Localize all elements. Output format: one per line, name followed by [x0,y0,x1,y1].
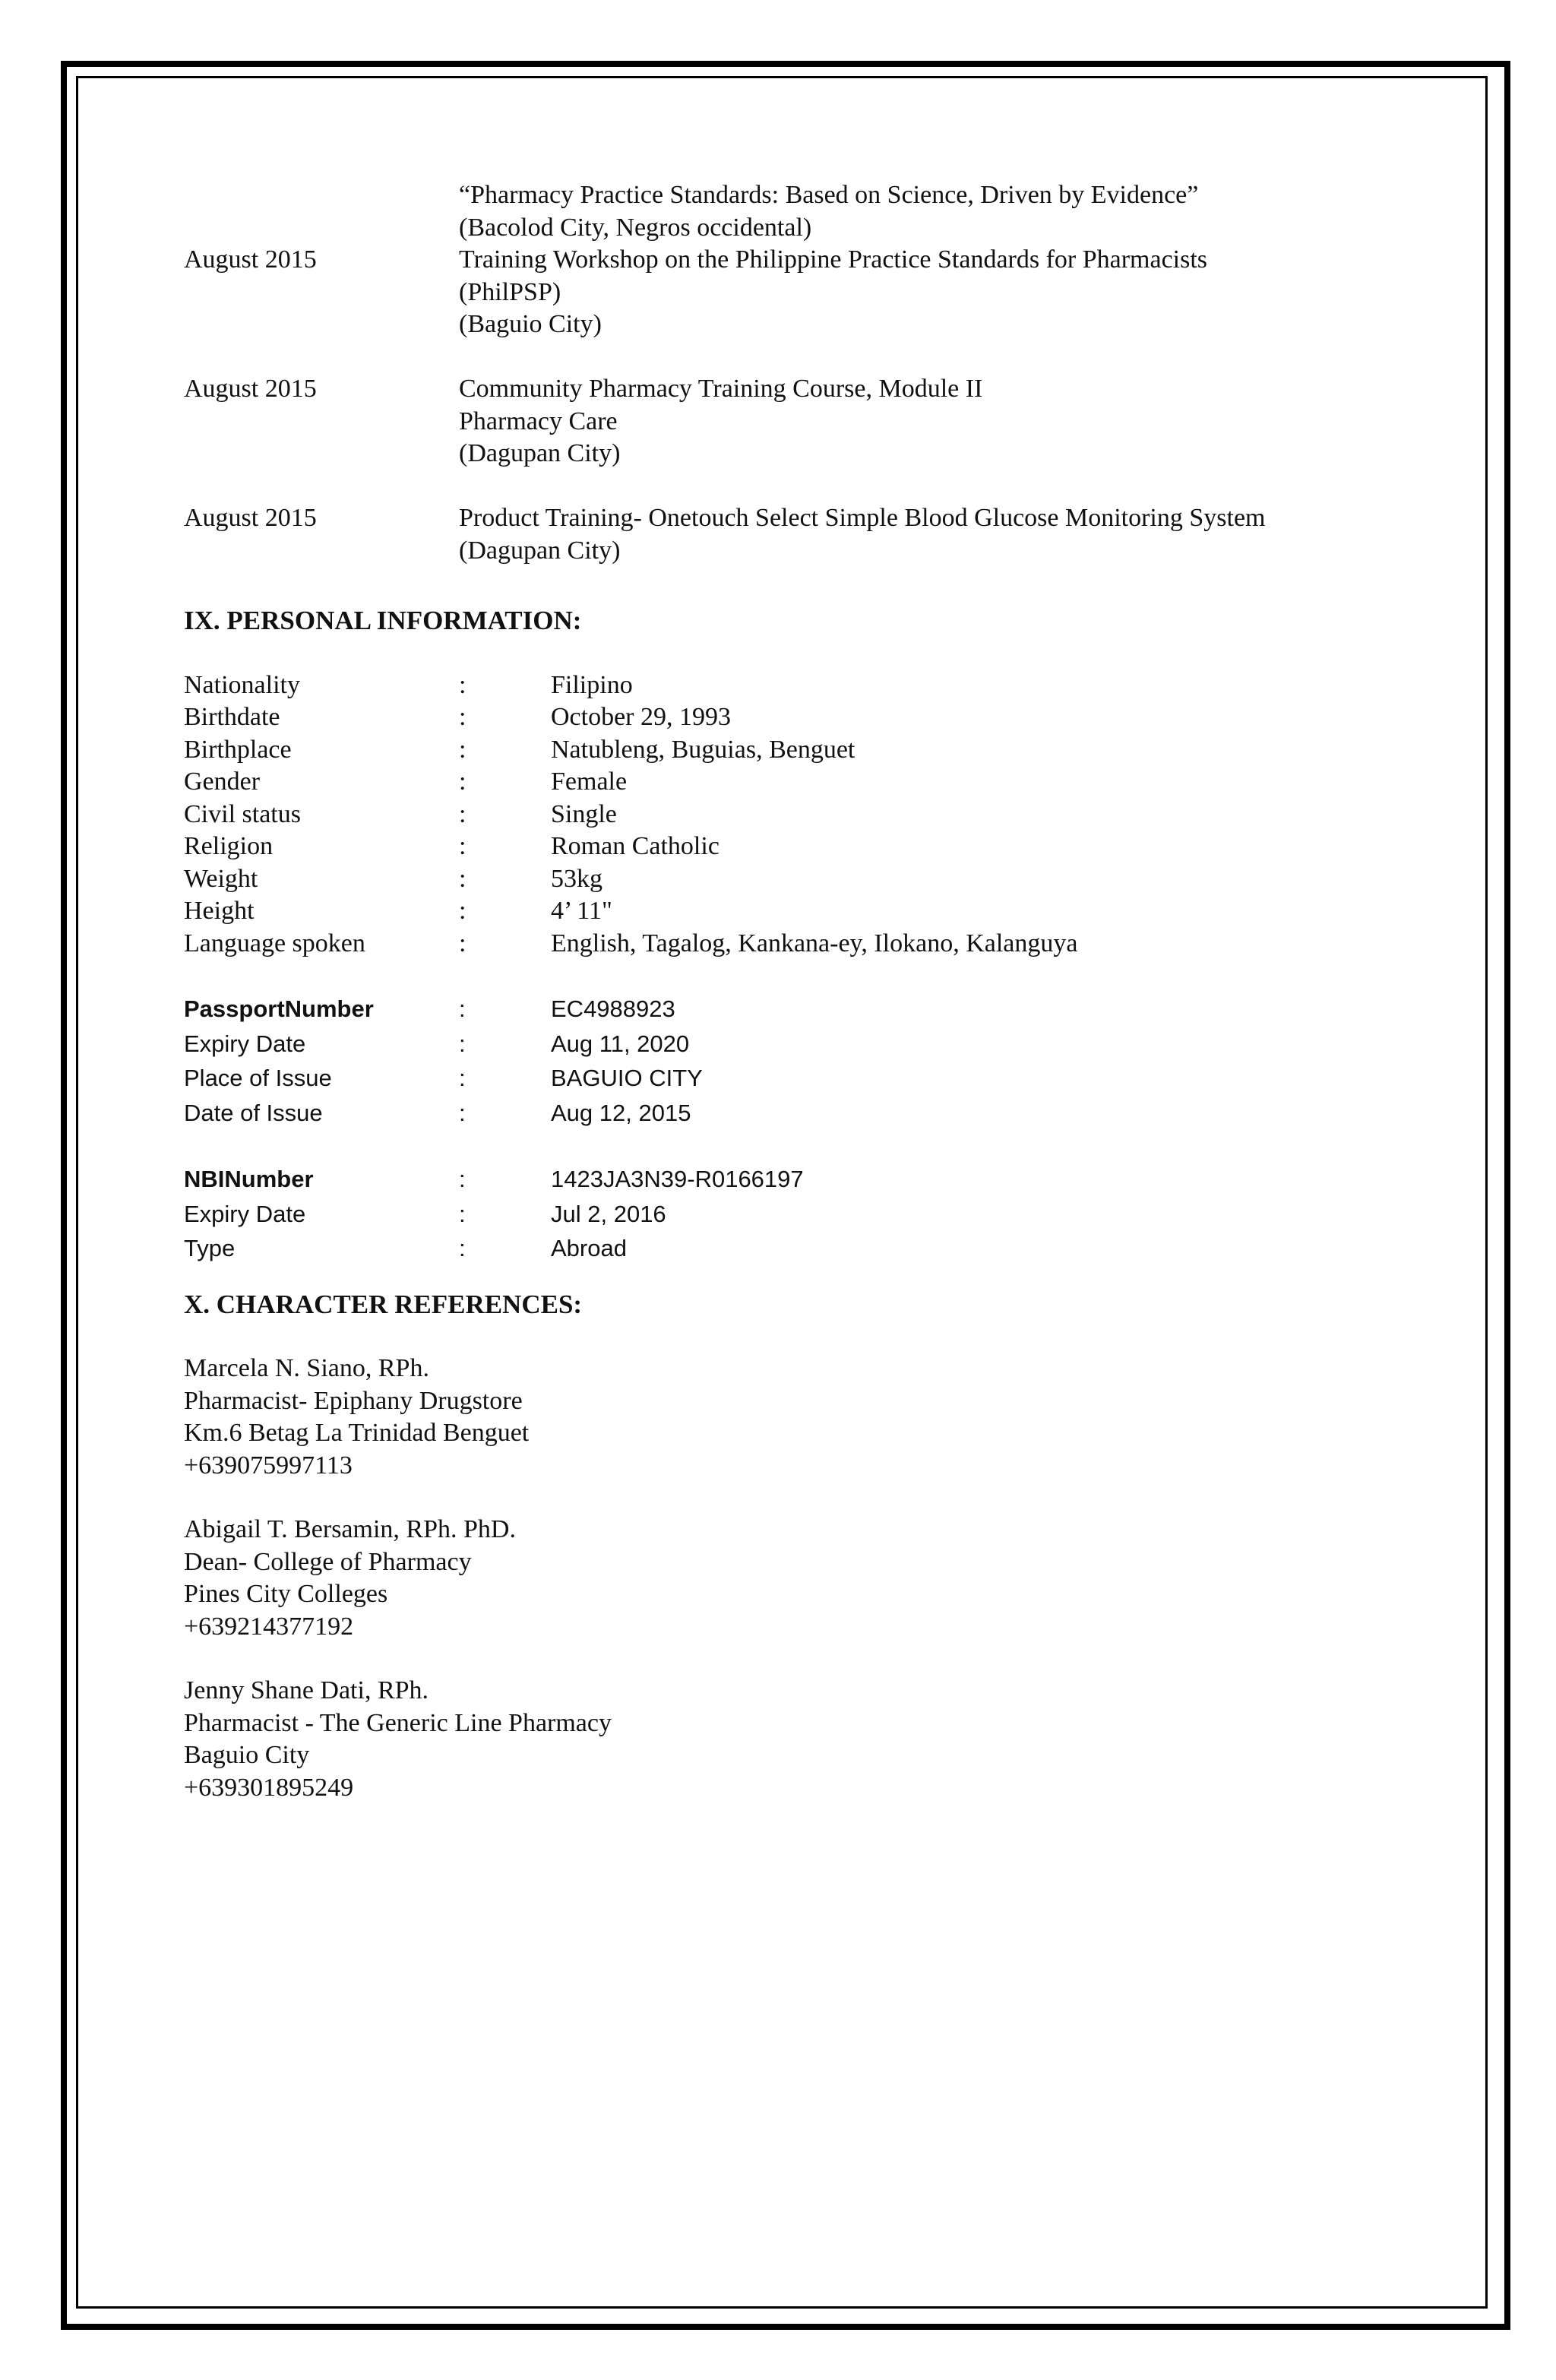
info-row [184,799,1369,831]
info-value: Aug 11, 2020 [551,1030,690,1057]
info-label: Expiry Date [184,1030,306,1057]
reference-address: Km.6 Betag La Trinidad Benguet [184,1419,530,1447]
reference-entry [184,1514,1369,1643]
reference-entry [184,1353,1369,1482]
nbi-row [184,1231,1369,1266]
passport-row [184,1061,1369,1096]
reference-phone: +639214377192 [184,1612,354,1641]
training-line: (PhilPSP) [459,277,561,306]
info-colon: : [459,1166,466,1192]
info-value: Jul 2, 2016 [551,1200,666,1227]
info-value: Filipino [551,670,633,699]
info-colon: : [459,799,466,828]
nbi-row [184,1197,1369,1232]
reference-name: Abigail T. Bersamin, RPh. PhD. [184,1515,516,1543]
info-label: Religion [184,832,274,860]
reference-position: Pharmacist - The Generic Line Pharmacy [184,1708,612,1737]
reference-position: Dean- College of Pharmacy [184,1547,472,1576]
info-colon: : [459,995,466,1022]
reference-entry [184,1675,1369,1804]
reference-name: Jenny Shane Dati, RPh. [184,1676,429,1704]
info-row [184,863,1369,896]
references-list [184,1353,1369,1804]
info-colon: : [459,767,466,796]
passport-row [184,1027,1369,1062]
info-colon: : [459,735,466,764]
training-date: August 2015 [184,245,317,274]
training-line: (Baguio City) [459,310,602,338]
info-label: Height [184,897,255,925]
training-line: Community Pharmacy Training Course, Module II [459,375,983,403]
info-value: 4’ 11" [551,897,612,925]
info-colon: : [459,1099,466,1126]
section-heading-personal-info: IX. PERSONAL INFORMATION: [184,606,582,635]
resume-page [184,179,1369,1836]
section-heading-character-references: X. CHARACTER REFERENCES: [184,1289,583,1319]
info-label: Nationality [184,670,300,699]
nbi-number-label: NBINumber [184,1166,314,1192]
info-label: Type [184,1235,236,1261]
info-colon: : [459,1235,466,1261]
info-colon: : [459,897,466,925]
reference-phone: +639301895249 [184,1773,354,1802]
info-value: English, Tagalog, Kankana-ey, Ilokano, Kalanguya [551,929,1078,957]
info-value: October 29, 1993 [551,703,732,731]
info-label: Weight [184,864,258,893]
training-date: August 2015 [184,375,317,403]
reference-phone: +639075997113 [184,1451,353,1480]
info-value: Single [551,799,617,828]
info-colon: : [459,864,466,893]
info-value: Natubleng, Buguias, Benguet [551,735,855,764]
info-label: Birthplace [184,735,292,764]
info-row [184,831,1369,863]
passport-row [184,1096,1369,1131]
info-label: Language spoken [184,929,365,957]
info-value: Roman Catholic [551,832,719,860]
info-label: Birthdate [184,703,280,731]
info-colon: : [459,1200,466,1227]
nbi-number-value: 1423JA3N39-R0166197 [551,1166,804,1192]
training-line: (Dagupan City) [459,439,621,467]
info-value: 53kg [551,864,602,893]
reference-name: Marcela N. Siano, RPh. [184,1354,429,1382]
personal-info-list [184,669,1369,961]
training-entry [184,244,1369,341]
training-line: Product Training- Onetouch Select Simple Blood Glucose Monitoring System [459,504,1266,532]
info-row [184,895,1369,928]
info-row [184,669,1369,702]
training-entry [184,373,1369,470]
info-value: Aug 12, 2015 [551,1099,691,1126]
passport-number-value: EC4988923 [551,995,675,1022]
info-colon: : [459,832,466,860]
info-label: Civil status [184,799,301,828]
info-row [184,734,1369,767]
training-line: Pharmacy Care [459,407,618,435]
reference-position: Pharmacist- Epiphany Drugstore [184,1386,523,1415]
training-line: (Bacolod City, Negros occidental) [459,213,812,242]
info-colon: : [459,703,466,731]
info-row [184,701,1369,734]
training-line: “Pharmacy Practice Standards: Based on Science, Driven by Evidence” [459,181,1199,209]
training-line: (Dagupan City) [459,536,621,565]
training-entry [184,502,1369,567]
info-label: Date of Issue [184,1099,323,1126]
info-colon: : [459,1065,466,1091]
info-label: Place of Issue [184,1065,332,1091]
passport-row [184,992,1369,1027]
passport-number-label: PassportNumber [184,995,374,1022]
info-value: Female [551,767,628,796]
reference-address: Baguio City [184,1741,310,1769]
nbi-info [184,1162,1369,1266]
info-label: Gender [184,767,261,796]
training-list [184,179,1369,567]
info-colon: : [459,1030,466,1057]
training-date: August 2015 [184,504,317,532]
info-colon: : [459,929,466,957]
info-label: Expiry Date [184,1200,306,1227]
nbi-row [184,1162,1369,1197]
info-row [184,928,1369,961]
info-colon: : [459,670,466,699]
training-line: Training Workshop on the Philippine Practice Standards for Pharmacists [459,245,1208,274]
info-value: BAGUIO CITY [551,1065,703,1091]
info-row [184,766,1369,799]
reference-address: Pines City Colleges [184,1580,388,1608]
info-value: Abroad [551,1235,627,1261]
passport-info [184,992,1369,1130]
training-entry [184,179,1369,244]
